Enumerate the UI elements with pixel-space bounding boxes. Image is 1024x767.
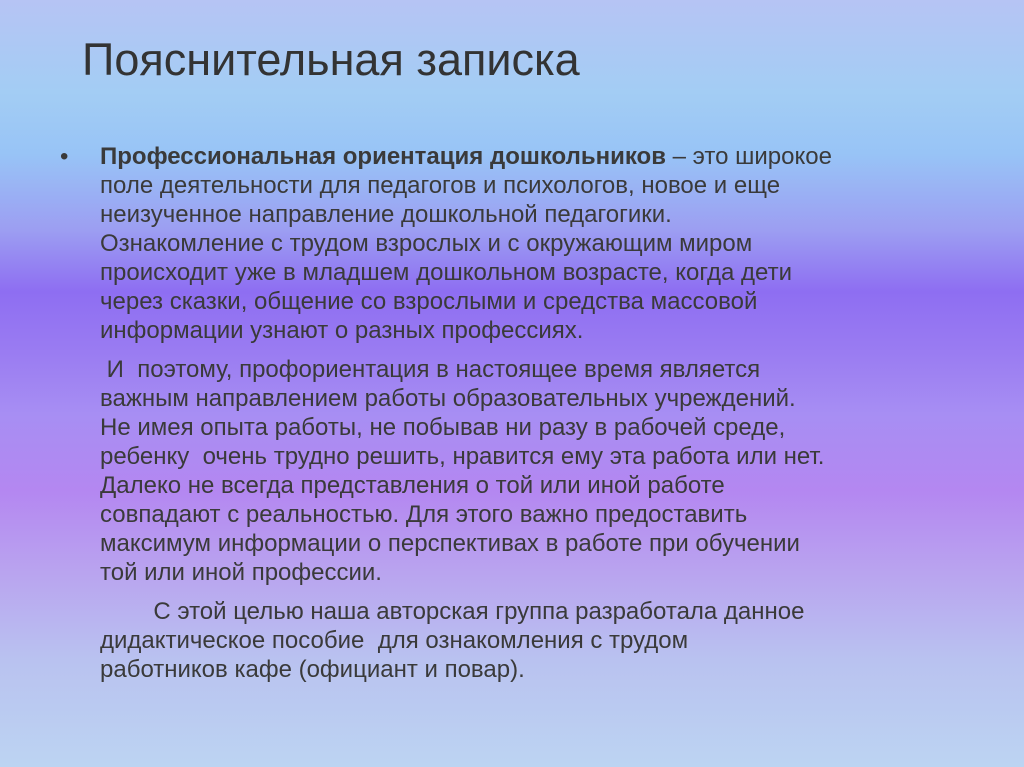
paragraph-2-line: максимум информации о перспективах в работе при обучении bbox=[100, 530, 800, 557]
paragraph-1-line: Ознакомление с трудом взрослых и с окружающим миром bbox=[100, 230, 753, 257]
paragraph-2-line: ребенку очень трудно решить, нравится ему эта работа или нет. bbox=[100, 443, 825, 470]
slide-body bbox=[60, 142, 980, 684]
lead-rest: – это широкое bbox=[665, 143, 832, 170]
paragraph-3-line: работников кафе (официант и повар). bbox=[100, 656, 525, 683]
paragraph-2-line: той или иной профессии. bbox=[100, 559, 382, 586]
paragraph-2-line: Не имея опыта работы, не побывав ни разу в рабочей среде, bbox=[100, 414, 786, 441]
paragraph-1-line: поле деятельности для педагогов и психологов, новое и еще bbox=[100, 172, 781, 199]
bullet-item bbox=[60, 142, 980, 345]
paragraph-3-line: дидактическое пособие для ознакомления с трудом bbox=[100, 627, 689, 654]
paragraph-2-line: И поэтому, профориентация в настоящее время является bbox=[100, 356, 761, 383]
paragraph-3-line: С этой целью наша авторская группа разработала данное bbox=[100, 598, 805, 625]
paragraph-1-line: неизученное направление дошкольной педагогики. bbox=[100, 201, 672, 228]
paragraph-1-first-line bbox=[100, 142, 980, 171]
lead-term: Профессиональная ориентация дошкольников bbox=[100, 143, 666, 170]
paragraph-1-line: информации узнают о разных профессиях. bbox=[100, 317, 584, 344]
bullet-marker: • bbox=[60, 143, 69, 170]
paragraph-1 bbox=[100, 142, 980, 345]
paragraph-2 bbox=[60, 355, 980, 587]
paragraph-3 bbox=[60, 597, 980, 684]
paragraph-2-line: совпадают с реальностью. Для этого важно предоставить bbox=[100, 501, 748, 528]
slide-title: Пояснительная записка bbox=[82, 34, 580, 85]
paragraph-2-line: Далеко не всегда представления о той или иной работе bbox=[100, 472, 725, 499]
paragraph-2-line: важным направлением работы образовательных учреждений. bbox=[100, 385, 796, 412]
paragraph-1-line: через сказки, общение со взрослыми и средства массовой bbox=[100, 288, 758, 315]
paragraph-1-line: происходит уже в младшем дошкольном возрасте, когда дети bbox=[100, 259, 793, 286]
